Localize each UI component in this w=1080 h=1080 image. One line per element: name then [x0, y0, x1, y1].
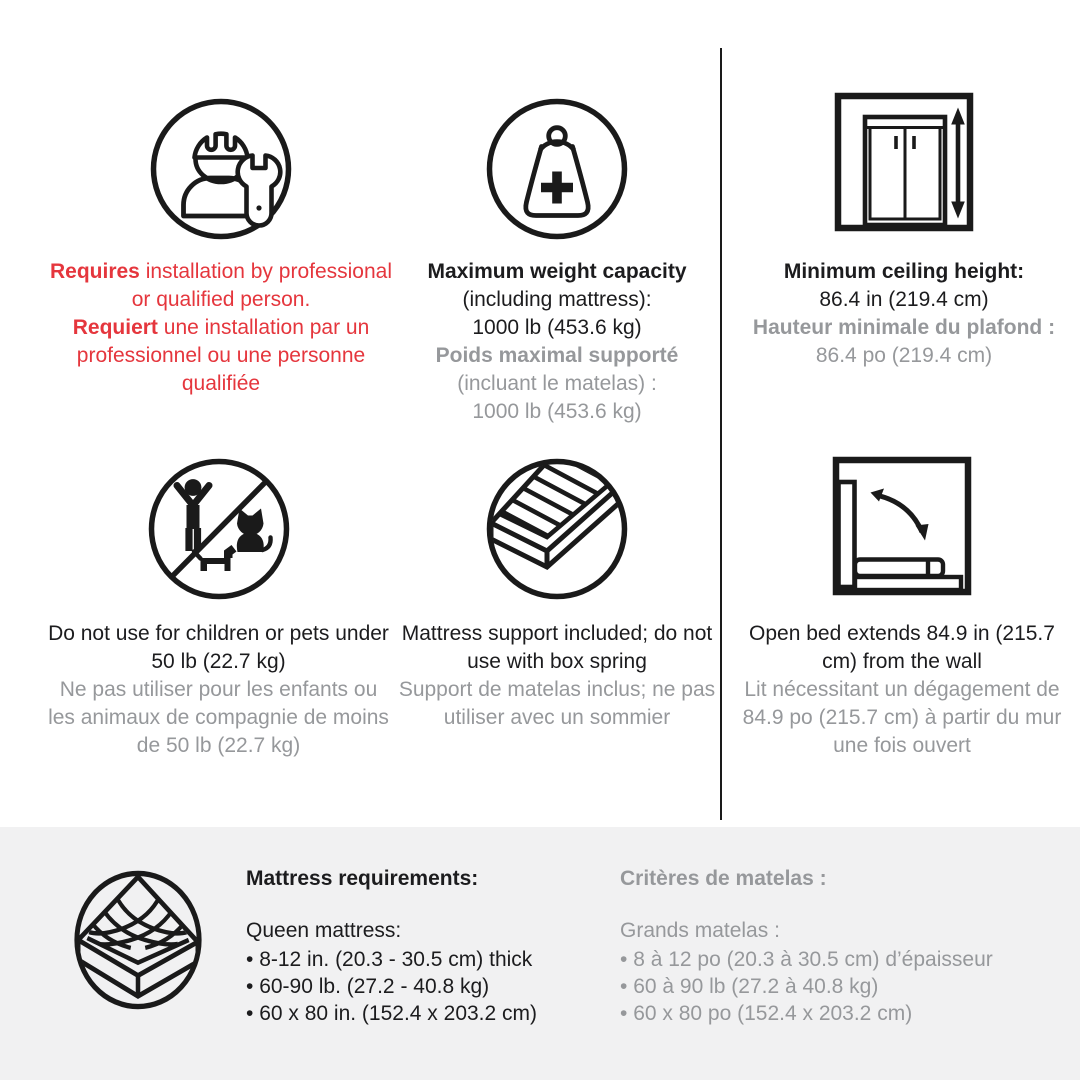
support-note-fr: Support de matelas inclus; ne pas utiliser avec un sommier	[398, 678, 716, 729]
max-weight-value-en: 1000 lb (453.6 kg)	[472, 316, 642, 339]
max-weight-item	[397, 95, 717, 425]
max-weight-value-fr: 1000 lb (453.6 kg)	[472, 400, 642, 423]
mattress-spec-weight-fr: • 60 à 90 lb (27.2 à 40.8 kg)	[620, 973, 1040, 1000]
ceiling-height-item	[739, 92, 1069, 392]
max-weight-line2-fr: (incluant le matelas) :	[457, 372, 657, 395]
ceiling-value-fr: 86.4 po (219.4 cm)	[815, 344, 993, 367]
mattress-spec-weight-en: • 60-90 lb. (27.2 - 40.8 kg)	[246, 973, 586, 1000]
max-weight-line2-en: (including mattress):	[462, 288, 652, 311]
ceiling-title-fr: Hauteur minimale du plafond :	[752, 316, 1056, 339]
installation-requirement-item	[46, 95, 396, 415]
mattress-specs-en	[246, 946, 586, 1027]
no-children-note-fr: Ne pas utiliser pour les enfants ou les animaux de compagnie de moins de 50 lb (22.7 kg)	[48, 678, 389, 757]
kettlebell-plus-icon	[483, 95, 631, 243]
mattress-spec-size-fr: • 60 x 80 po (152.4 x 203.2 cm)	[620, 1000, 1040, 1027]
mattress-requirements-heading-fr: Critères de matelas :	[620, 867, 827, 890]
mattress-spec-size-en: • 60 x 80 in. (152.4 x 203.2 cm)	[246, 1000, 586, 1027]
mattress-type-fr: Grands matelas :	[620, 919, 780, 942]
tufted-mattress-icon	[71, 867, 205, 1013]
open-bed-note-en: Open bed extends 84.9 in (215.7 cm) from the wall	[749, 622, 1055, 673]
mattress-requirements-section	[0, 827, 1080, 1080]
vertical-divider	[720, 48, 722, 820]
mattress-spec-thickness-en: • 8-12 in. (20.3 - 30.5 cm) thick	[246, 946, 586, 973]
mattress-spec-thickness-fr: • 8 à 12 po (20.3 à 30.5 cm) d’épaisseur	[620, 946, 1040, 973]
installation-note-en: Requires installation by professional or qualified person.	[49, 260, 393, 311]
mattress-requirements-fr	[620, 866, 1040, 1027]
wardrobe-height-arrow-icon	[834, 92, 974, 232]
worker-hard-hat-wrench-icon	[147, 95, 295, 243]
support-note-en: Mattress support included; do not use with box spring	[401, 622, 713, 673]
no-children-pets-icon	[145, 455, 293, 603]
installation-note-fr: Requiert une installation par un professionnel ou une personne qualifiée	[72, 316, 370, 395]
no-children-note-en: Do not use for children or pets under 50 lb (22.7 kg)	[48, 622, 389, 673]
mattress-specs-fr	[620, 946, 1040, 1027]
mattress-type-en: Queen mattress:	[246, 919, 402, 942]
open-bed-note-fr: Lit nécessitant un dégagement de 84.9 po (215.7 cm) à partir du mur une fois ouvert	[742, 678, 1062, 757]
ceiling-title-en: Minimum ceiling height:	[783, 260, 1025, 283]
mattress-requirements-heading-en: Mattress requirements:	[246, 867, 479, 890]
max-weight-title-fr: Poids maximal supporté	[435, 344, 679, 367]
murphy-bed-fold-down-icon	[832, 456, 972, 596]
mattress-requirements-en	[246, 866, 586, 1027]
slatted-bed-base-icon	[483, 455, 631, 603]
no-children-pets-item	[46, 455, 391, 775]
max-weight-title-en: Maximum weight capacity	[427, 260, 687, 283]
mattress-support-item	[397, 455, 717, 755]
ceiling-value-en: 86.4 in (219.4 cm)	[819, 288, 989, 311]
open-bed-item	[737, 456, 1067, 776]
